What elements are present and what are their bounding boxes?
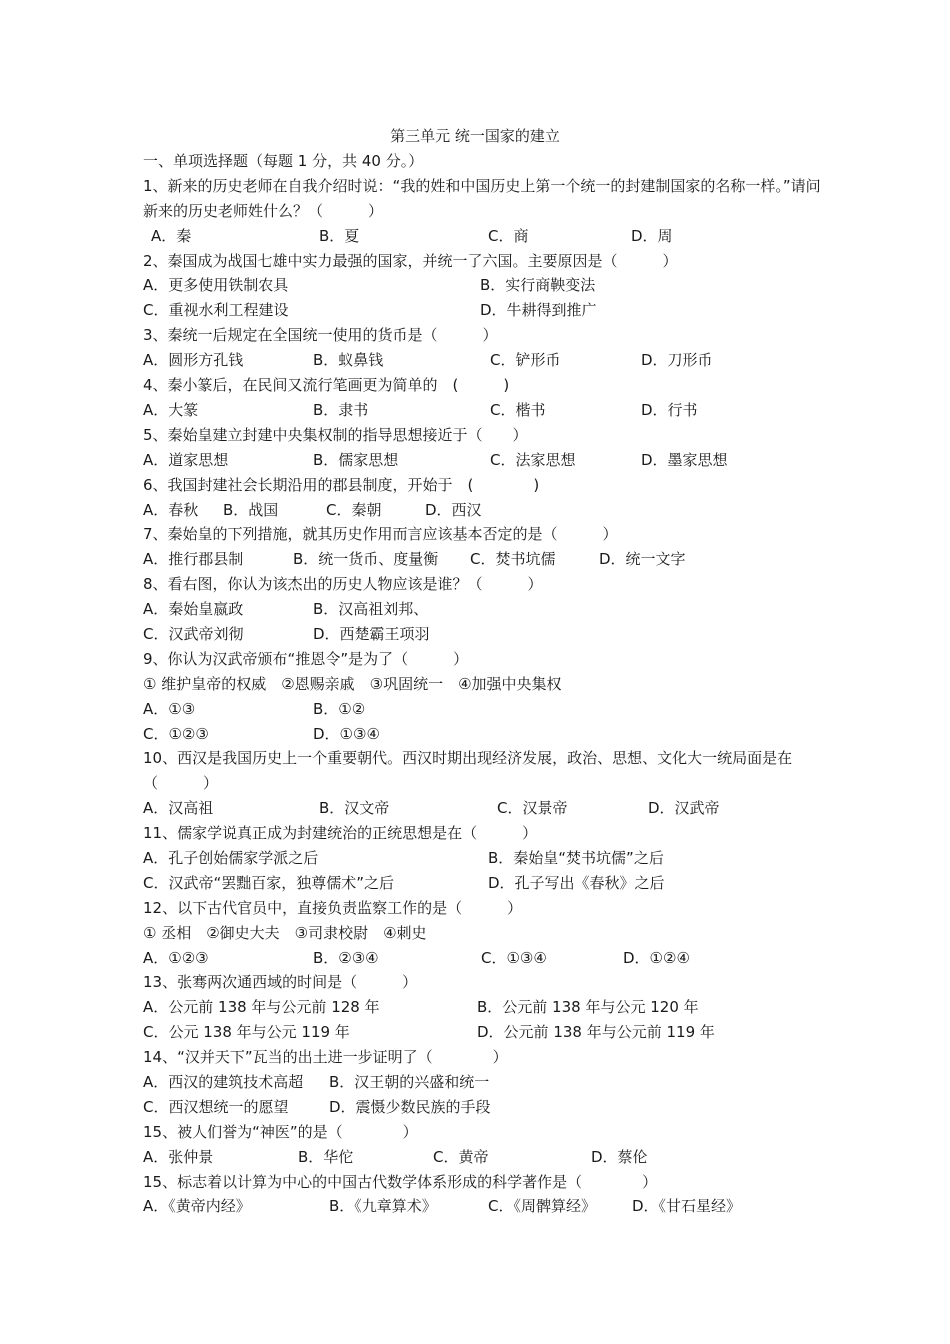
unit-title: 第三单元 统一国家的建立	[390, 127, 560, 145]
question-stem: 10、西汉是我国历史上一个重要朝代。西汉时期出现经济发展，政治、思想、文化大一统局面是在（ ）	[143, 749, 793, 793]
option-text: A．推行郡县制	[143, 550, 244, 569]
option-text: A．秦	[151, 226, 192, 245]
option-text: D．震慑少数民族的手段	[329, 1097, 491, 1116]
option-text: B．秦始皇“焚书坑儒”之后	[488, 849, 664, 867]
option-text: A．公元前 138 年与公元前 128 年	[143, 998, 380, 1017]
option-row	[143, 722, 823, 747]
option-text: A．大篆	[143, 400, 199, 419]
option-row	[143, 1070, 823, 1095]
option-text: D．蔡伦	[591, 1147, 648, 1166]
option-text: B．《九章算术》	[329, 1197, 437, 1216]
option-row	[143, 946, 823, 971]
option-text: B．汉王朝的兴盛和统一	[329, 1073, 490, 1092]
option-text: A．圆形方孔钱	[143, 351, 244, 370]
option-text: D．汉武帝	[648, 799, 720, 818]
option-row	[143, 298, 823, 323]
option-text: B．②③④	[313, 948, 379, 967]
option-text: C．法家思想	[490, 450, 576, 469]
option-text: B．①②	[313, 699, 366, 718]
option-row	[143, 448, 823, 473]
option-row	[143, 1145, 823, 1170]
option-text: B．儒家思想	[313, 450, 399, 469]
option-text: A．春秋	[143, 500, 199, 519]
question-stem: 1、新来的历史老师在自我介绍时说：“我的姓和中国历史上第一个统一的封建制国家的名称一样。”请问新来的历史老师姓什么？（ ）	[143, 176, 821, 220]
option-text: A．①②③	[143, 948, 209, 967]
option-text: A．汉高祖	[143, 799, 214, 818]
question-stem: 7、秦始皇的下列措施，就其历史作用而言应该基本否定的是（ ）	[143, 525, 618, 544]
option-text: C．铲形币	[490, 351, 561, 370]
option-text: D．周	[631, 226, 673, 245]
question-stem: 9、你认为汉武帝颁布“推恩令”是为了（ ）	[143, 649, 469, 668]
question-stem: 3、秦统一后规定在全国统一使用的货币是（ ）	[143, 326, 498, 345]
question-stem: 8、看右图，你认为该杰出的历史人物应该是谁？（ ）	[143, 575, 543, 594]
option-text: D．《甘石星经》	[632, 1197, 742, 1216]
option-text: C．黄帝	[433, 1147, 489, 1166]
option-text: C．楷书	[490, 400, 546, 419]
section-heading: 一、单项选择题（每题 1 分，共 40 分。）	[143, 152, 424, 170]
option-text: D．①②④	[623, 948, 690, 967]
question-list	[143, 149, 823, 1219]
option-text: D．牛耕得到推广	[480, 301, 597, 320]
option-text: D．刀形币	[641, 351, 713, 370]
option-row	[143, 846, 823, 871]
option-text: D．西汉	[425, 500, 482, 519]
option-row	[143, 348, 823, 373]
option-row	[143, 597, 823, 622]
option-text: A．《黄帝内经》	[143, 1197, 251, 1216]
option-text: C．西汉想统一的愿望	[143, 1097, 289, 1116]
option-text: D．西楚霸王项羽	[313, 624, 430, 643]
option-text: C．汉景帝	[497, 799, 568, 818]
option-text: D．统一文字	[599, 550, 686, 569]
option-text: A．西汉的建筑技术高超	[143, 1073, 304, 1092]
option-text: B．实行商鞅变法	[480, 276, 596, 295]
question-stem: 13、张骞两次通西域的时间是（ ）	[143, 973, 418, 992]
option-text: A．秦始皇嬴政	[143, 600, 244, 619]
option-text: B．蚁鼻钱	[313, 351, 384, 370]
option-text: D．公元前 138 年与公元前 119 年	[477, 1023, 715, 1042]
question-stem: 5、秦始皇建立封建中央集权制的指导思想接近于（ ）	[143, 425, 528, 444]
option-text: C．商	[488, 226, 529, 245]
option-row	[143, 995, 823, 1020]
option-text: B．隶书	[313, 400, 369, 419]
option-row	[143, 871, 823, 896]
option-text: B．统一货币、度量衡	[293, 550, 439, 569]
option-row	[143, 224, 823, 249]
option-text: C．秦朝	[326, 500, 382, 519]
option-row	[143, 398, 823, 423]
question-stem: 6、我国封建社会长期沿用的郡县制度，开始于 ( )	[143, 475, 540, 494]
option-text: D．①③④	[313, 724, 380, 743]
question-stem: 12、以下古代官员中，直接负责监察工作的是（ ）	[143, 898, 523, 917]
option-text: D．墨家思想	[641, 450, 728, 469]
option-row	[143, 672, 823, 697]
option-text: C．公元 138 年与公元 119 年	[143, 1023, 350, 1042]
option-text: A．孔子创始儒家学派之后	[143, 849, 319, 867]
option-row	[143, 498, 823, 523]
option-row	[143, 1194, 823, 1219]
option-row	[143, 796, 823, 821]
question-stem: 11、儒家学说真正成为封建统治的正统思想是在（ ）	[143, 824, 538, 843]
question-stem: 15、被人们誉为“神医”的是（ ）	[143, 1122, 418, 1141]
option-text: C．重视水利工程建设	[143, 301, 289, 320]
option-row	[143, 1095, 823, 1120]
option-text: D．孔子写出《春秋》之后	[488, 873, 665, 892]
option-row	[143, 622, 823, 647]
question-stem: 15、标志着以计算为中心的中国古代数学体系形成的科学著作是（ ）	[143, 1172, 658, 1191]
option-row	[143, 1020, 823, 1045]
option-row	[143, 697, 823, 722]
option-text: C．《周髀算经》	[488, 1197, 596, 1216]
option-row	[143, 547, 823, 572]
option-text: A．更多使用铁制农具	[143, 276, 289, 295]
option-text: C．汉武帝刘彻	[143, 624, 244, 643]
option-row	[143, 921, 823, 946]
option-text: B．战国	[223, 500, 279, 519]
option-text: ① 维护皇帝的权威 ②恩赐亲戚 ③巩固统一 ④加强中央集权	[143, 674, 562, 693]
question-stem: 4、秦小篆后，在民间又流行笔画更为简单的 ( )	[143, 376, 510, 395]
option-text: B．公元前 138 年与公元 120 年	[477, 998, 699, 1017]
option-text: C．①②③	[143, 724, 209, 743]
option-text: A．张仲景	[143, 1147, 214, 1166]
option-text: A．道家思想	[143, 450, 229, 469]
option-text: C．焚书坑儒	[470, 550, 556, 569]
option-row	[143, 273, 823, 298]
option-text: C．①③④	[481, 948, 547, 967]
option-text: B．华佗	[298, 1147, 354, 1166]
option-text: A．①③	[143, 699, 196, 718]
option-text: C．汉武帝“罢黜百家，独尊儒术”之后	[143, 873, 395, 892]
option-text: ① 丞相 ②御史大夫 ③司隶校尉 ④刺史	[143, 923, 427, 942]
question-stem: 2、秦国成为战国七雄中实力最强的国家，并统一了六国。主要原因是（ ）	[143, 251, 678, 270]
option-text: B．夏	[319, 226, 360, 245]
option-text: D．行书	[641, 400, 698, 419]
option-text: B．汉高祖刘邦、	[313, 600, 429, 619]
question-stem: 14、“汉并天下”瓦当的出土进一步证明了（ ）	[143, 1048, 508, 1067]
option-text: B．汉文帝	[319, 799, 390, 818]
